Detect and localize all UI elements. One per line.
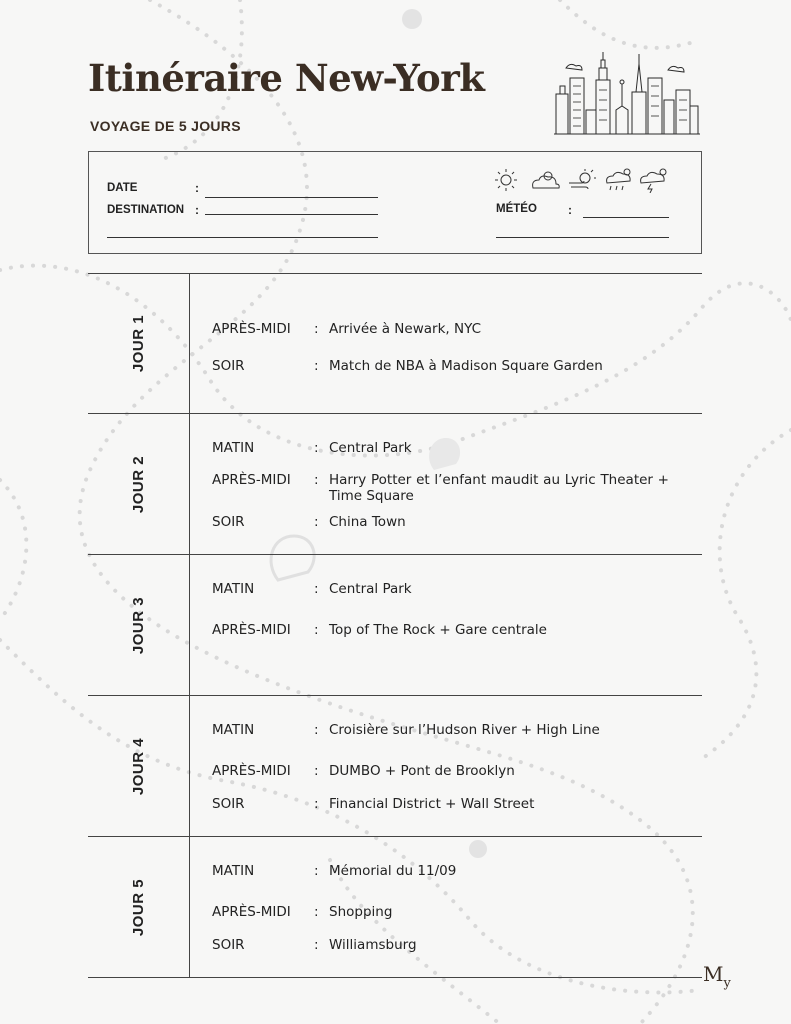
day-row [88,273,702,414]
cloud-icon [533,172,560,188]
day-label: JOUR 1 [130,314,147,373]
brand-logo-icon: $M_y$ [703,962,731,991]
period-separator: : [314,321,319,337]
weather-icons [493,167,673,193]
day-row [88,837,702,978]
rain-icon [607,169,631,190]
period-separator: : [314,796,319,812]
page-subtitle: VOYAGE DE 5 JOURS [90,118,241,134]
period-label: SOIR [212,796,245,812]
day-label: JOUR 2 [130,455,147,514]
period-separator: : [314,581,319,597]
period-label: MATIN [212,440,255,456]
notes-field-line[interactable] [107,237,378,238]
period-label: MATIN [212,581,255,597]
period-label: APRÈS-MIDI [212,904,291,920]
day-row [88,414,702,555]
wind-sun-icon [569,169,596,189]
activity-text: Match de NBA à Madison Square Garden [329,358,603,374]
period-label: APRÈS-MIDI [212,622,291,638]
period-separator: : [314,937,319,953]
activity-text: Shopping [329,904,393,920]
day-label-cell [88,414,189,555]
day-label-cell [88,696,189,837]
period-label: SOIR [212,358,245,374]
activity-text: Top of The Rock + Gare centrale [329,622,547,638]
activity-text: Arrivée à Newark, NYC [329,321,482,337]
period-label: MATIN [212,722,255,738]
period-separator: : [314,904,319,920]
new-york-skyline-icon [552,50,702,138]
period-label: APRÈS-MIDI [212,472,291,488]
page-title: Itinéraire New-York [88,56,485,100]
meteo-colon: : [568,203,572,217]
activity-text: Central Park [329,440,412,456]
day-label-cell [88,837,189,978]
activity-text: Williamsburg [329,937,417,953]
day-label: JOUR 5 [130,878,147,937]
activity-text: Financial District + Wall Street [329,796,535,812]
day-row [88,696,702,837]
date-colon: : [195,181,199,195]
period-separator: : [314,440,319,456]
sun-icon [495,169,517,191]
date-field-line[interactable] [205,197,378,198]
activity-text: China Town [329,514,406,530]
destination-colon: : [195,203,199,217]
period-separator: : [314,863,319,879]
day-label-cell [88,273,189,414]
destination-field-line[interactable] [205,214,378,215]
period-separator: : [314,358,319,374]
period-separator: : [314,763,319,779]
period-separator: : [314,472,319,488]
meteo-extra-line[interactable] [496,237,669,238]
meteo-label: MÉTÉO [496,203,537,215]
activity-text: Mémorial du 11/09 [329,863,457,879]
period-separator: : [314,722,319,738]
period-label: SOIR [212,514,245,530]
period-separator: : [314,514,319,530]
activity-text: Central Park [329,581,412,597]
period-label: MATIN [212,863,255,879]
activity-text: Croisière sur l’Hudson River + High Line [329,722,600,738]
period-label: SOIR [212,937,245,953]
schedule-divider [189,273,190,977]
period-label: APRÈS-MIDI [212,763,291,779]
destination-label: DESTINATION [107,204,185,216]
activity-text: Harry Potter et l’enfant maudit au Lyric Theater + Time Square [329,472,669,504]
activity-text: DUMBO + Pont de Brooklyn [329,763,515,779]
day-row [88,555,702,696]
date-label: DATE [107,182,138,194]
day-label: JOUR 3 [130,596,147,655]
period-separator: : [314,622,319,638]
day-label-cell [88,555,189,696]
storm-icon [641,169,666,193]
meteo-field-line[interactable] [583,217,669,218]
period-label: APRÈS-MIDI [212,321,291,337]
day-label: JOUR 4 [130,737,147,796]
